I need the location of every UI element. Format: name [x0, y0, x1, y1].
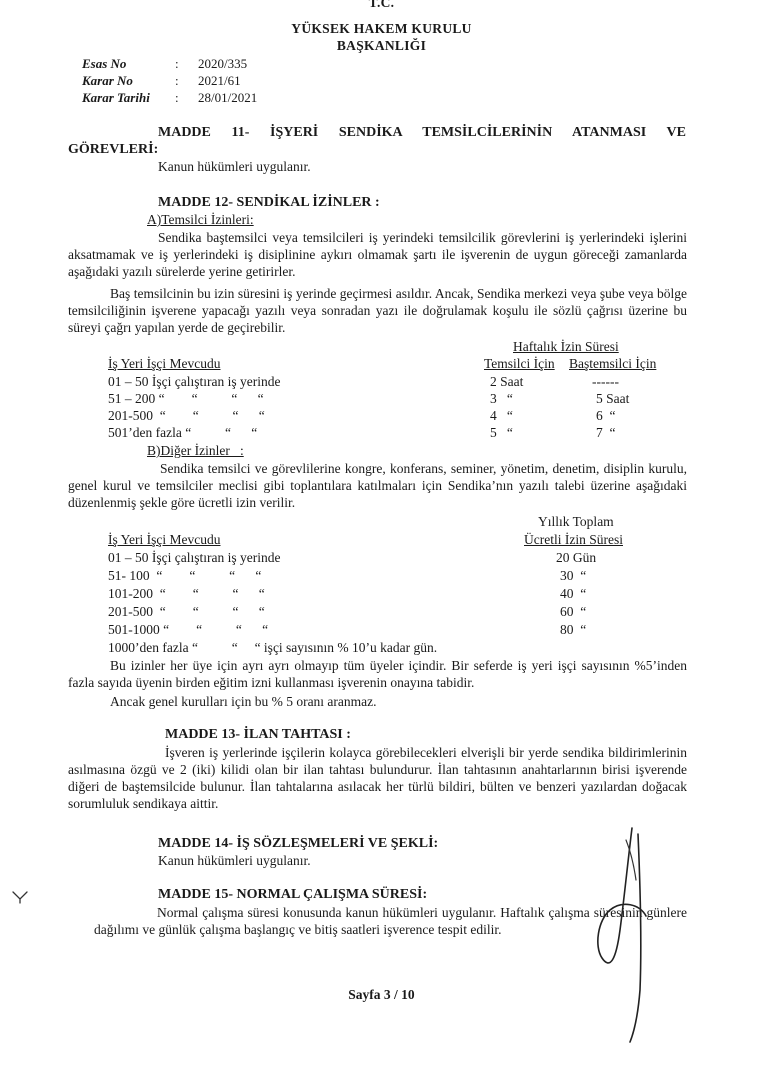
article-11-body: Kanun hükümleri uygulanır. [158, 159, 311, 174]
meta-label: Esas No [82, 56, 127, 71]
paragraph: Baş temsilcinin bu izin süresini iş yerinde geçirmesi asıldır. Ancak, Sendika merkezi veya şube veya bölge temsilciliğinin işverene yapacağı yazılı veya sonradan yazı ile doğrulamak koşulu ile sözlü çağrısı üzerine bu süreyi çağrı yapılan yerde de geçirebilir. [68, 286, 687, 335]
table-header: Baştemsilci İçin [569, 356, 657, 371]
table-header: İş Yeri İşçi Mevcudu [108, 356, 221, 371]
margin-mark [12, 890, 28, 904]
article-13-heading: MADDE 13- İLAN TAHTASI : [165, 727, 351, 742]
table-cell: 501-1000 “ “ “ “ [108, 622, 269, 637]
table-cell: 80 “ [560, 622, 587, 637]
table-cell: 01 – 50 İşçi çalıştıran iş yerinde [108, 550, 281, 565]
table-header: İş Yeri İşçi Mevcudu [108, 532, 221, 547]
table-cell: ------ [592, 374, 619, 389]
table-cell: 3 “ [490, 391, 513, 406]
table-cell: 7 “ [596, 425, 616, 440]
institution-subtitle: BAŞKANLIĞI [336, 38, 427, 53]
table-cell: 201-500 “ “ “ “ [108, 604, 265, 619]
table-cell: 01 – 50 İşçi çalıştıran iş yerinde [108, 374, 281, 389]
meta-label: Karar Tarihi [82, 90, 150, 105]
table-cell: 40 “ [560, 586, 587, 601]
meta-label: Karar No [82, 73, 133, 88]
table-footer-row: 1000’den fazla “ “ “ işçi sayısının % 10’u kadar gün. [108, 640, 438, 655]
table-cell: 30 “ [560, 568, 587, 583]
table-cell: 51- 100 “ “ “ “ [108, 568, 262, 583]
table-cell: 2 Saat [490, 374, 524, 389]
article-11-heading: MADDE 11- İŞYERİ SENDİKA TEMSİLCİLERİNİN ATANMASI VE [158, 125, 686, 140]
article-12-heading: MADDE 12- SENDİKAL İZİNLER : [158, 195, 380, 210]
table-title: Yıllık Toplam [538, 514, 614, 529]
table-cell: 5 Saat [596, 391, 630, 406]
article-14-body: Kanun hükümleri uygulanır. [158, 853, 311, 868]
institution-name: YÜKSEK HAKEM KURULU [291, 21, 472, 36]
paragraph: Sendika baştemsilci veya temsilcileri iş yerindeki temsilcilik görevlerini iş yerlerindeki işlerini aksatmamak ve iş yerlerindeki iş disiplinine aykırı olmamak şartı ile işverenin de uygun göreceği zamanlarda aşağıdaki yazılı sürelerde yerine getirirler. [68, 230, 687, 279]
table-header: Ücretli İzin Süresi [524, 532, 623, 547]
table-title: Haftalık İzin Süresi [513, 339, 619, 354]
meta-value: 2021/61 [198, 73, 241, 88]
article-15-heading: MADDE 15- NORMAL ÇALIŞMA SÜRESİ: [158, 887, 428, 902]
article-11-heading-cont: GÖREVLERİ: [68, 142, 159, 157]
table-cell: 201-500 “ “ “ “ [108, 408, 265, 423]
table-cell: 4 “ [490, 408, 513, 423]
signature-mark [580, 820, 690, 1050]
table-cell: 60 “ [560, 604, 587, 619]
table-cell: 101-200 “ “ “ “ [108, 586, 265, 601]
paragraph: Ancak genel kurulları için bu % 5 oranı aranmaz. [110, 694, 377, 709]
table-cell: 5 “ [490, 425, 513, 440]
subsection-a-title: A)Temsilci İzinleri: [147, 212, 254, 227]
paragraph: Sendika temsilci ve görevlilerine kongre, konferans, seminer, yönetim, denetim, disiplin kurulu, genel kurul ve temsilciler meclisi gibi toplantılara katılmaları için Sendika’nın yazılı talebi üzerine aşağıdaki düzenlenmiş şekle göre ücretli izin verilir. [68, 461, 687, 510]
article-15-body: Normal çalışma süresi konusunda kanun hükümleri uygulanır. Haftalık çalışma süresinin günlere dağılımı ve günlük çalışma başlangıç ve bitiş saatleri işverence tespit edilir. [94, 905, 687, 937]
meta-value: 28/01/2021 [198, 90, 258, 105]
table-cell: 6 “ [596, 408, 616, 423]
article-13-body: İşveren iş yerlerinde işçilerin kolayca görebilecekleri elverişli bir yerde sendika bildirimlerinin asılmasına özgü ve 2 (iki) kilidi olan bir ilan tahtası bulundurur. İlan tahtasının anahtarlarının birisi işverende diğeri de baştemsilcide bulunur. İlan tahtalarına asılacak her türlü bildiri, bülten ve benzeri yazılardan doğacak sorumluluk sendikaya aittir. [68, 745, 687, 811]
table-cell: 501’den fazla “ “ “ [108, 425, 258, 440]
meta-colon: : [175, 56, 179, 71]
article-14-heading: MADDE 14- İŞ SÖZLEŞMELERİ VE ŞEKLİ: [158, 836, 439, 851]
meta-colon: : [175, 73, 179, 88]
subsection-b-title: B)Diğer İzinler : [147, 443, 244, 458]
meta-value: 2020/335 [198, 56, 248, 71]
table-cell: 20 Gün [556, 550, 597, 565]
country-abbr: T.C. [368, 0, 395, 10]
page-number: Sayfa 3 / 10 [348, 987, 415, 1002]
table-header: Temsilci İçin [484, 356, 555, 371]
paragraph: Bu izinler her üye için ayrı ayrı olmayıp tüm üyeler içindir. Bir seferde iş yeri işçi sayısının %5’inden fazla sayıda üyenin birden eğitim izni kullanması işverenin onayına tabidir. [68, 658, 687, 690]
table-cell: 51 – 200 “ “ “ “ [108, 391, 264, 406]
meta-colon: : [175, 90, 179, 105]
